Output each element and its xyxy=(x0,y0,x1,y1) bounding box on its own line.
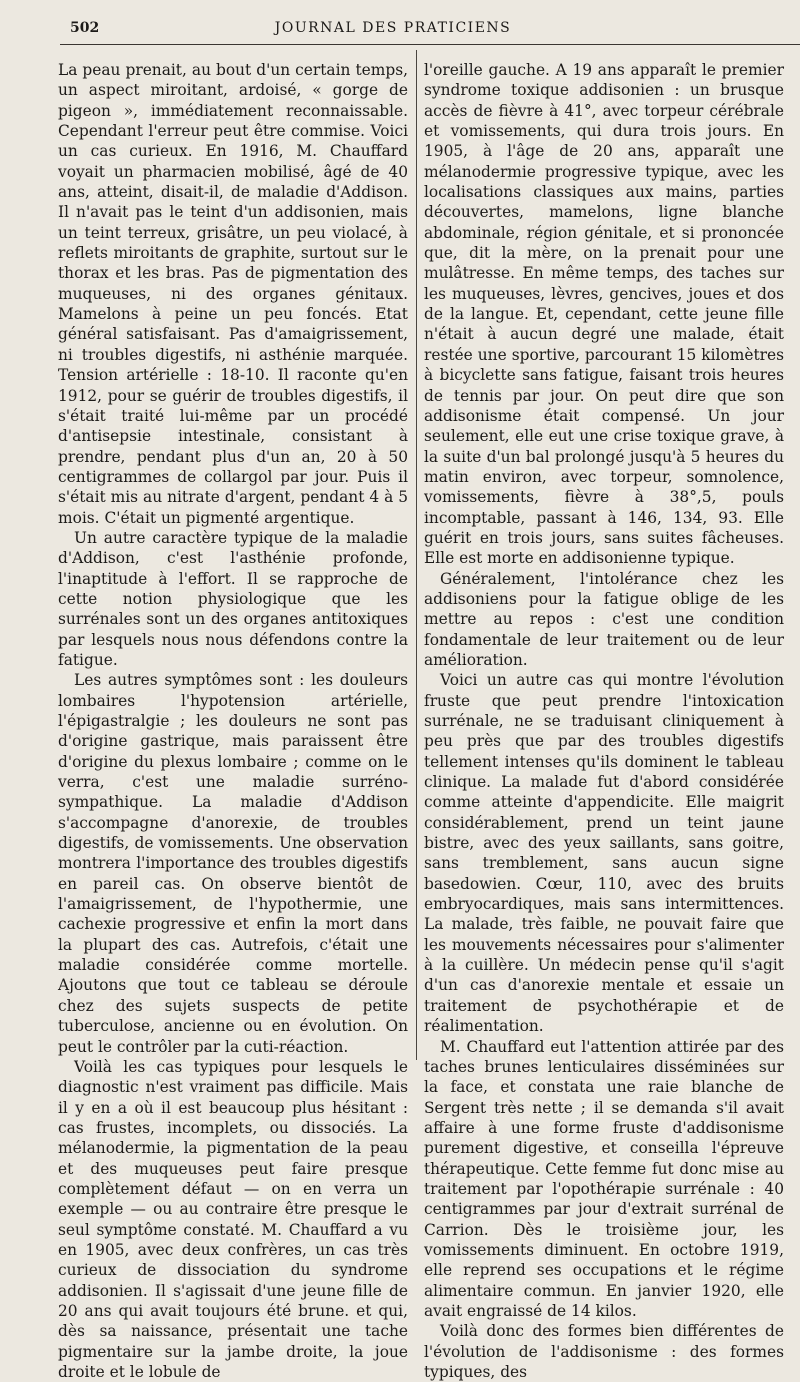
paragraph: l'oreille gauche. A 19 ans apparaît le premier syndrome toxique addisonien : un brusque accès de fièvre à 41°, avec torpeur cérébrale et vomissements, qui dura trois jours. En 1905, à l'âge de 20 ans, apparaît une mélanodermie progressive typique, avec les localisations classiques aux mains, parties découvertes, mamelons, ligne blanche abdominale, région génitale, et si prononcée que, dit la mère, on la prenait pour une mulâtresse. En même temps, des taches sur les muqueuses, lèvres, gencives, joues et dos de la langue. Et, cependant, cette jeune fille n'était à aucun degré une malade, était restée une sportive, parcourant 15 kilomètres à bicyclette sans fatigue, faisant trois heures de tennis par jour. On peut dire que son addisonisme était compensé. Un jour seulement, elle eut une crise toxique grave, à la suite d'un bal prolongé jusqu'à 5 heures du matin environ, avec torpeur, somnolence, vomissements, fièvre à 38°,5, pouls incomptable, passant à 146, 134, 93. Elle guérit en trois jours, sans suites fâcheuses. Elle est morte en addisonienne typique. xyxy=(424,61,784,568)
column-divider xyxy=(416,50,417,1060)
header-rule xyxy=(60,44,800,45)
journal-title: JOURNAL DES PRATICIENS xyxy=(274,20,512,36)
paragraph: La peau prenait, au bout d'un certain temps, un aspect miroitant, ardoisé, « gorge de pigeon », immédiatement reconnaissable. Cependant l'erreur peut être commise. Voici un cas curieux. En 1916, M. Chauffard voyait un pharmacien mobilisé, âgé de 40 ans, atteint, disait-il, de maladie d'Addison. Il n'avait pas le teint d'un addisonien, mais un teint terreux, grisâtre, un peu violacé, à reflets miroitants de graphite, surtout sur le thorax et les bras. Pas de pigmentation des muqueuses, ni des organes génitaux. Mamelons à peine un peu foncés. Etat général satisfaisant. Pas d'amaigrissement, ni troubles digestifs, ni asthénie marquée. Tension artérielle : 18-10. Il raconte qu'en 1912, pour se guérir de troubles digestifs, il s'était traité lui-même par un procédé d'antisepsie intestinale, consistant à prendre, pendant plus d'un an, 20 à 50 centigrammes de collargol par jour. Puis il s'était mis au nitrate d'argent, pendant 4 à 5 mois. C'était un pigmenté argentique. xyxy=(58,61,408,527)
paragraph: Voici un autre cas qui montre l'évolution fruste que peut prendre l'intoxication surrénale, ne se traduisant cliniquement à peu près que par des troubles digestifs tellement intenses qu'ils dominent le tableau clinique. La malade fut d'abord considérée comme atteinte d'appendicite. Elle maigrit considérablement, prend un teint jaune bistre, avec des yeux saillants, sans goitre, sans tremblement, sans aucun signe basedowien. Cœur, 110, avec des bruits embryocardiques, mais sans intermittences. La malade, très faible, ne pouvait faire que les mouvements nécessaires pour s'alimenter à la cuillère. Un médecin pense qu'il s'agit d'un cas d'anorexie mentale et essaie un traitement de psychothérapie et de réalimentation. xyxy=(424,671,784,1036)
paragraph: Voilà donc des formes bien différentes de l'évolution de l'addisonisme : des formes typiques, des xyxy=(424,1322,784,1381)
paragraph: Un autre caractère typique de la maladie d'Addison, c'est l'asthénie profonde, l'inaptitude à l'effort. Il se rapproche de cette notion physiologique que les surrénales sont un des organes antitoxiques par lesquels nous nous défendons contre la fatigue. xyxy=(58,528,408,669)
page-header xyxy=(56,16,800,44)
paragraph: Les autres symptômes sont : les douleurs lombaires l'hypotension artérielle, l'épigastralgie ; les douleurs ne sont pas d'origine gastrique, mais paraissent être d'origine du plexus lombaire ; comme on le verra, c'est une maladie surréno-sympathique. La maladie d'Addison s'accompagne d'anorexie, de troubles digestifs, de vomissements. Une observation montrera l'importance des troubles digestifs en pareil cas. On observe bientôt de l'amaigrissement, de l'hypothermie, une cachexie progressive et enfin la mort dans la plupart des cas. Autrefois, c'était une maladie considérée comme mortelle. Ajoutons que tout ce tableau se déroule chez des sujets suspects de petite tuberculose, ancienne ou en évolution. On peut le contrôler par la cuti-réaction. xyxy=(58,671,408,1056)
page-number: 502 xyxy=(70,20,100,36)
paragraph: Voilà les cas typiques pour lesquels le diagnostic n'est vraiment pas difficile. Mais il y en a où il est beaucoup plus hésitant : cas frustes, incomplets, ou dissociés. La mélanodermie, la pigmentation de la peau et des muqueuses peut faire presque complètement défaut — on en verra un exemple — ou au contraire être presque le seul symptôme constaté. M. Chauffard a vu en 1905, avec deux confrères, un cas très curieux de dissociation du syndrome addisonien. Il s'agissait d'une jeune fille de 20 ans qui avait toujours été brune. et qui, dès sa naissance, présentait une tache pigmentaire sur la jambe droite, la joue droite et le lobule de xyxy=(58,1057,408,1381)
paragraph: M. Chauffard eut l'attention attirée par des taches brunes lenticulaires disséminées sur la face, et constata une raie blanche de Sergent très nette ; il se demanda s'il avait affaire à une forme fruste d'addisonisme purement digestive, et conseilla l'épreuve thérapeutique. Cette femme fut donc mise au traitement par l'opothérapie surrénale : 40 centigrammes par jour d'extrait surrénal de Carrion. Dès le troisième jour, les vomissements diminuent. En octobre 1919, elle reprend ses occupations et le régime alimentaire commun. En janvier 1920, elle avait engraissé de 14 kilos. xyxy=(424,1037,784,1320)
paragraph: Généralement, l'intolérance chez les addisoniens pour la fatigue oblige de les mettre au repos : c'est une condition fondamentale de leur traitement ou de leur amélioration. xyxy=(424,569,784,669)
right-column xyxy=(424,60,784,1382)
left-column xyxy=(58,60,408,1382)
